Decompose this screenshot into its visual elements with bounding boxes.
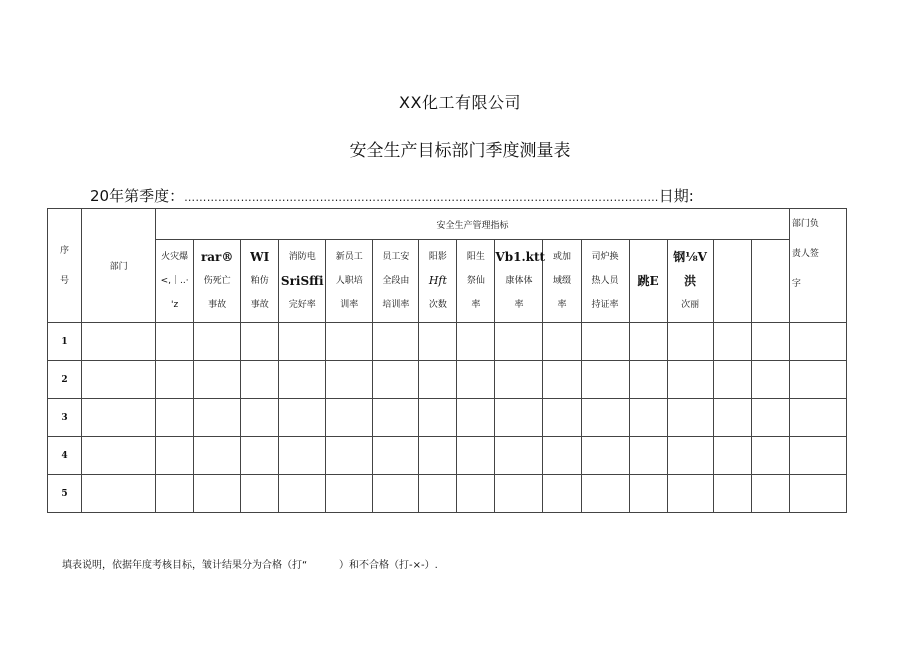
table-cell[interactable] bbox=[581, 475, 629, 513]
table-cell[interactable] bbox=[419, 437, 457, 475]
table-cell[interactable] bbox=[326, 475, 373, 513]
seq-header-text: 序 号 bbox=[60, 245, 70, 286]
table-cell[interactable] bbox=[457, 399, 495, 437]
table-cell[interactable] bbox=[373, 361, 419, 399]
table-cell[interactable] bbox=[713, 361, 751, 399]
table-cell[interactable] bbox=[667, 361, 713, 399]
indicator-header-line: 域缀 bbox=[552, 276, 571, 286]
table-cell[interactable] bbox=[241, 323, 279, 361]
indicator-header-line: 事故 bbox=[250, 300, 269, 310]
quarter-label: 20年第季度： bbox=[90, 187, 185, 205]
table-cell[interactable] bbox=[279, 475, 326, 513]
table-cell[interactable] bbox=[789, 437, 846, 475]
table-cell[interactable] bbox=[789, 475, 846, 513]
table-cell[interactable] bbox=[419, 361, 457, 399]
indicator-header-line: WI bbox=[250, 250, 270, 264]
form-title: 安全生产目标部门季度测量表 bbox=[349, 141, 571, 161]
table-cell[interactable] bbox=[279, 323, 326, 361]
indicator-header-line: 人职培 bbox=[335, 276, 363, 286]
table-cell[interactable] bbox=[751, 361, 789, 399]
indicator-header-line: 完好率 bbox=[288, 300, 316, 310]
table-cell[interactable] bbox=[194, 361, 241, 399]
table-cell[interactable] bbox=[667, 475, 713, 513]
row-number: 3 bbox=[48, 399, 82, 437]
indicator-header-line: 消防电 bbox=[288, 252, 316, 262]
table-cell[interactable] bbox=[543, 361, 581, 399]
table-cell[interactable] bbox=[373, 399, 419, 437]
indicator-header-15 bbox=[751, 240, 789, 323]
indicator-header-11 bbox=[581, 240, 629, 323]
table-cell[interactable] bbox=[629, 399, 667, 437]
dept-header: 部门 bbox=[82, 209, 156, 323]
table-cell[interactable] bbox=[194, 399, 241, 437]
table-cell[interactable] bbox=[82, 361, 156, 399]
indicator-header-3 bbox=[241, 240, 279, 323]
table-cell[interactable] bbox=[373, 323, 419, 361]
indicator-header-line: 伤死亡 bbox=[203, 276, 231, 286]
indicator-header-line: rar® bbox=[200, 250, 234, 264]
seq-header bbox=[48, 209, 82, 323]
table-cell[interactable] bbox=[419, 323, 457, 361]
indicator-header-line: 粕仿 bbox=[250, 276, 269, 286]
table-cell[interactable] bbox=[194, 323, 241, 361]
indicator-header-line: Vb1.ktt bbox=[495, 250, 546, 264]
table-cell[interactable] bbox=[419, 475, 457, 513]
row-number: 4 bbox=[48, 437, 82, 475]
indicator-header-2 bbox=[194, 240, 241, 323]
indicator-header-line: 全段由 bbox=[382, 276, 410, 286]
table-cell[interactable] bbox=[543, 399, 581, 437]
table-cell[interactable] bbox=[667, 323, 713, 361]
indicator-header-line: 培训率 bbox=[382, 300, 410, 310]
indicator-group-header: 安全生产管理指标 bbox=[156, 209, 790, 240]
table-cell[interactable] bbox=[713, 399, 751, 437]
table-cell[interactable] bbox=[156, 323, 194, 361]
table-cell[interactable] bbox=[156, 475, 194, 513]
table-row bbox=[48, 361, 847, 399]
table-cell[interactable] bbox=[279, 361, 326, 399]
table-cell[interactable] bbox=[326, 437, 373, 475]
indicator-header-10 bbox=[543, 240, 581, 323]
table-cell[interactable] bbox=[241, 475, 279, 513]
table-cell[interactable] bbox=[241, 361, 279, 399]
indicator-header-5 bbox=[326, 240, 373, 323]
row-number: 5 bbox=[48, 475, 82, 513]
indicator-header-9 bbox=[495, 240, 546, 323]
table-cell[interactable] bbox=[156, 361, 194, 399]
indicator-header-line: 祭仙 bbox=[466, 276, 485, 286]
company-name: XX化工有限公司 bbox=[399, 93, 521, 112]
table-cell[interactable] bbox=[156, 399, 194, 437]
indicator-header-6 bbox=[373, 240, 419, 323]
indicator-header-line: 阳生 bbox=[466, 252, 485, 262]
table-cell[interactable] bbox=[495, 323, 543, 361]
table-cell[interactable] bbox=[789, 399, 846, 437]
indicator-header-13 bbox=[667, 240, 713, 323]
indicator-header-line: 率 bbox=[471, 300, 481, 310]
table-cell[interactable] bbox=[495, 399, 543, 437]
table-cell[interactable] bbox=[373, 437, 419, 475]
table-cell[interactable] bbox=[629, 323, 667, 361]
table-cell[interactable] bbox=[543, 323, 581, 361]
indicator-header-1 bbox=[156, 240, 194, 323]
fill-dots: ……………………………………………………………………………………………………………… bbox=[184, 191, 659, 204]
table-cell[interactable] bbox=[667, 399, 713, 437]
indicator-header-line: 阳影 bbox=[428, 252, 447, 262]
indicator-header-line: 持证率 bbox=[591, 300, 619, 310]
table-cell[interactable] bbox=[629, 361, 667, 399]
indicator-header-line: 次丽 bbox=[681, 300, 700, 310]
indicator-header-line: 火灾爆 bbox=[161, 252, 189, 262]
measurement-table bbox=[47, 208, 847, 513]
table-cell[interactable] bbox=[751, 399, 789, 437]
table-cell[interactable] bbox=[457, 475, 495, 513]
table-row bbox=[48, 475, 847, 513]
indicator-header-line: SriSffi bbox=[280, 274, 324, 288]
table-cell[interactable] bbox=[82, 475, 156, 513]
indicator-header-line: 率 bbox=[514, 300, 524, 310]
table-row bbox=[48, 399, 847, 437]
table-cell[interactable] bbox=[667, 437, 713, 475]
table-cell[interactable] bbox=[279, 437, 326, 475]
quarter-date-line bbox=[90, 185, 694, 206]
table-cell[interactable] bbox=[751, 323, 789, 361]
table-cell[interactable] bbox=[581, 437, 629, 475]
table-cell[interactable] bbox=[82, 437, 156, 475]
indicator-header-line: 新员工 bbox=[335, 252, 363, 262]
table-cell[interactable] bbox=[751, 475, 789, 513]
table-cell[interactable] bbox=[789, 361, 846, 399]
table-cell[interactable] bbox=[629, 437, 667, 475]
indicator-header-12 bbox=[629, 240, 667, 323]
table-cell[interactable] bbox=[713, 323, 751, 361]
table-cell[interactable] bbox=[713, 437, 751, 475]
indicator-header-line: 热人员 bbox=[591, 276, 619, 286]
table-cell[interactable] bbox=[495, 437, 543, 475]
table-cell[interactable] bbox=[241, 399, 279, 437]
row-number: 2 bbox=[48, 361, 82, 399]
indicator-header-7 bbox=[419, 240, 457, 323]
indicator-header-line: <,｜..· bbox=[160, 276, 189, 286]
indicator-header-line: 训率 bbox=[340, 300, 359, 310]
indicator-header-8 bbox=[457, 240, 495, 323]
table-cell[interactable] bbox=[241, 437, 279, 475]
table-cell[interactable] bbox=[279, 399, 326, 437]
indicator-header-line: 事故 bbox=[208, 300, 227, 310]
table-cell[interactable] bbox=[495, 361, 543, 399]
indicator-header-line: 跳E bbox=[637, 274, 659, 288]
table-cell[interactable] bbox=[495, 475, 543, 513]
table-cell[interactable] bbox=[194, 475, 241, 513]
instructions-note: 填表说明，依据年度考核目标，皱计结果分为合格（打“ ）和不合格（打-×-）. bbox=[62, 560, 438, 571]
table-cell[interactable] bbox=[156, 437, 194, 475]
table-cell[interactable] bbox=[326, 399, 373, 437]
table-cell[interactable] bbox=[457, 323, 495, 361]
indicator-header-line: 率 bbox=[557, 300, 567, 310]
indicator-header-4 bbox=[279, 240, 326, 323]
indicator-header-line: 员工安 bbox=[382, 252, 410, 262]
indicator-header-line: Hft bbox=[428, 274, 447, 287]
table-cell[interactable] bbox=[581, 323, 629, 361]
table-cell[interactable] bbox=[457, 437, 495, 475]
table-cell[interactable] bbox=[457, 361, 495, 399]
table-row bbox=[48, 437, 847, 475]
table-cell[interactable] bbox=[82, 323, 156, 361]
indicator-header-14 bbox=[713, 240, 751, 323]
indicator-header-line: 次数 bbox=[428, 300, 447, 310]
table-cell[interactable] bbox=[789, 323, 846, 361]
table-cell[interactable] bbox=[326, 323, 373, 361]
indicator-header-line: 钢⅛V洪 bbox=[673, 250, 707, 288]
table-cell[interactable] bbox=[713, 475, 751, 513]
table-cell[interactable] bbox=[751, 437, 789, 475]
table-cell[interactable] bbox=[543, 475, 581, 513]
table-cell[interactable] bbox=[543, 437, 581, 475]
table-cell[interactable] bbox=[194, 437, 241, 475]
sign-header bbox=[789, 209, 846, 323]
indicator-header-line: 康体体 bbox=[505, 276, 533, 286]
table-cell[interactable] bbox=[581, 361, 629, 399]
indicator-header-line: 或加 bbox=[552, 252, 571, 262]
indicator-header-line: 'z bbox=[171, 300, 179, 310]
indicator-header-line: 司炉换 bbox=[591, 252, 619, 262]
table-cell[interactable] bbox=[419, 399, 457, 437]
date-label: 日期: bbox=[658, 187, 694, 205]
table-cell[interactable] bbox=[326, 361, 373, 399]
sign-header-text: 部门负 责人签 字 bbox=[791, 219, 819, 289]
table-row bbox=[48, 323, 847, 361]
table-cell[interactable] bbox=[629, 475, 667, 513]
row-number: 1 bbox=[48, 323, 82, 361]
table-cell[interactable] bbox=[373, 475, 419, 513]
table-cell[interactable] bbox=[581, 399, 629, 437]
table-cell[interactable] bbox=[82, 399, 156, 437]
